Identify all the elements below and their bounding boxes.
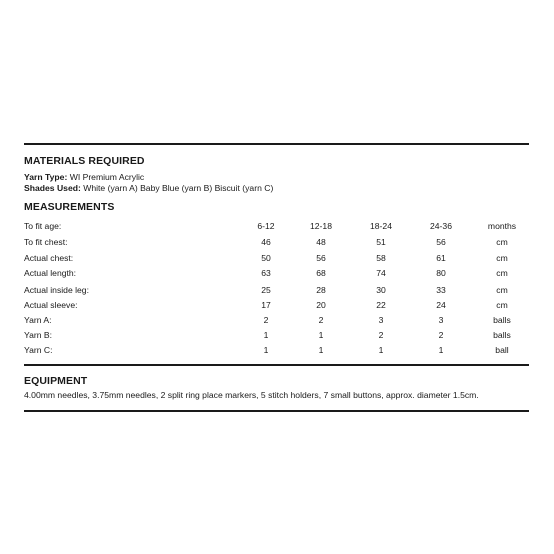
measurement-value: 20 [316, 300, 326, 310]
materials-heading: MATERIALS REQUIRED [24, 155, 145, 167]
measurement-value: 68 [316, 268, 326, 278]
measurement-unit: balls [493, 315, 511, 325]
measurement-value: 3 [378, 315, 384, 325]
measurement-value: 6-12 [257, 221, 275, 231]
measurement-row [24, 268, 530, 280]
measurement-row [24, 221, 530, 233]
shades-label: Shades Used: [24, 183, 81, 193]
measurement-value: 50 [261, 253, 271, 263]
measurement-value: 30 [376, 285, 386, 295]
measurement-value: 28 [316, 285, 326, 295]
measurement-value: 33 [436, 285, 446, 295]
equipment-heading: EQUIPMENT [24, 375, 88, 387]
measurement-row [24, 345, 530, 357]
measurement-value: 1 [378, 345, 384, 355]
measurement-value: 3 [438, 315, 444, 325]
measurement-value: 24 [436, 300, 446, 310]
measurement-value: 12-18 [310, 221, 332, 231]
measurement-value: 1 [318, 330, 324, 340]
measurement-label: Actual chest: [24, 253, 74, 263]
measurement-value: 17 [261, 300, 271, 310]
measurement-label: Actual sleeve: [24, 300, 78, 310]
measurement-value: 74 [376, 268, 386, 278]
measurement-row [24, 253, 530, 265]
measurement-row [24, 315, 530, 327]
measurement-unit: ball [495, 345, 509, 355]
measurement-unit: balls [493, 330, 511, 340]
measurement-row [24, 237, 530, 249]
measurement-value: 1 [318, 345, 324, 355]
measurement-value: 63 [261, 268, 271, 278]
measurement-unit: cm [496, 268, 508, 278]
shades-value: White (yarn A) Baby Blue (yarn B) Biscuit (yarn C) [83, 183, 274, 193]
measurement-row [24, 300, 530, 312]
measurement-value: 24-36 [430, 221, 452, 231]
measurement-value: 58 [376, 253, 386, 263]
measurement-label: Yarn A: [24, 315, 52, 325]
measurement-value: 25 [261, 285, 271, 295]
measurement-unit: cm [496, 300, 508, 310]
measurement-value: 56 [316, 253, 326, 263]
yarn-type-label: Yarn Type: [24, 172, 68, 182]
measurement-value: 48 [316, 237, 326, 247]
measurement-value: 80 [436, 268, 446, 278]
equipment-text: 4.00mm needles, 3.75mm needles, 2 split ring place markers, 5 stitch holders, 7 small buttons, approx. diameter 1.5cm. [24, 390, 479, 400]
measurement-value: 46 [261, 237, 271, 247]
measurement-row [24, 330, 530, 342]
measurement-label: Yarn B: [24, 330, 53, 340]
measurement-value: 1 [263, 330, 269, 340]
measurement-value: 22 [376, 300, 386, 310]
measurement-value: 2 [378, 330, 384, 340]
measurement-value: 2 [318, 315, 324, 325]
measurement-value: 2 [263, 315, 269, 325]
measurement-value: 2 [438, 330, 444, 340]
measurement-unit: cm [496, 253, 508, 263]
measurement-value: 18-24 [370, 221, 392, 231]
measurements-heading: MEASUREMENTS [24, 201, 115, 213]
measurement-unit: cm [496, 237, 508, 247]
measurement-value: 56 [436, 237, 446, 247]
top-rule [24, 143, 529, 145]
measurement-value: 51 [376, 237, 386, 247]
measurement-label: Actual inside leg: [24, 285, 89, 295]
bottom-rule [24, 410, 529, 412]
middle-rule [24, 364, 529, 366]
yarn-type-line [24, 172, 144, 182]
measurement-row [24, 285, 530, 297]
measurement-label: Actual length: [24, 268, 77, 278]
shades-line [24, 183, 273, 193]
yarn-type-value: WI Premium Acrylic [69, 172, 145, 182]
measurement-label: To fit age: [24, 221, 62, 231]
measurement-unit: months [487, 221, 517, 231]
measurement-unit: cm [496, 285, 508, 295]
measurement-value: 1 [263, 345, 269, 355]
measurement-label: Yarn C: [24, 345, 53, 355]
measurement-label: To fit chest: [24, 237, 68, 247]
measurement-value: 61 [436, 253, 446, 263]
measurement-value: 1 [438, 345, 444, 355]
